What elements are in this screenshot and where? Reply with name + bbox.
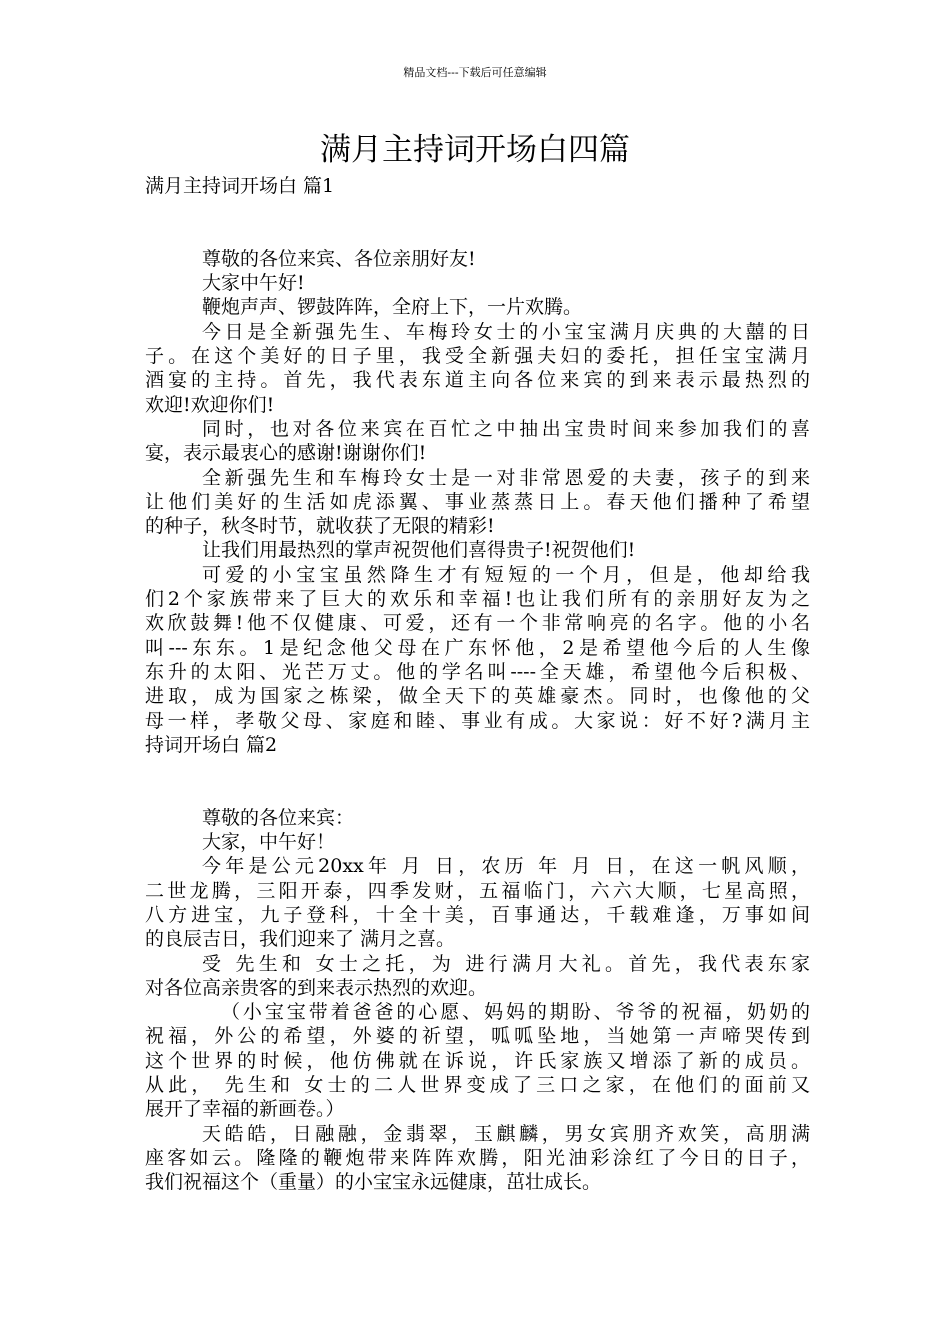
text-line: 酒宴的主持。首先，我代表东道主向各位来宾的到来表示最热烈的 <box>145 369 810 392</box>
text-line: （小宝宝带着爸爸的心愿、妈妈的期盼、爷爷的祝福，奶奶的 <box>221 1001 810 1024</box>
document-body <box>145 174 810 1194</box>
text-line: 们2个家族带来了巨大的欢乐和幸福!也让我们所有的亲朋好友为之 <box>145 588 810 611</box>
text-line: 二世龙腾，三阳开泰，四季发财，五福临门，六六大顺，七星高照， <box>145 879 810 902</box>
text-line: 尊敬的各位来宾、各位亲朋好友! <box>202 247 476 270</box>
text-line: 同时，也对各位来宾在百忙之中抽出宝贵时间来参加我们的喜 <box>202 417 810 440</box>
text-line: 展开了幸福的新画卷。） <box>145 1098 345 1121</box>
blank-line <box>145 198 810 222</box>
text-line: 子。在这个美好的日子里，我受全新强夫妇的委托，担任宝宝满月 <box>145 345 810 368</box>
text-line: 对各位高亲贵客的到来表示热烈的欢迎。 <box>145 976 488 999</box>
text-line: 持词开场白 篇2 <box>145 733 278 756</box>
text-line: 欢迎!欢迎你们! <box>145 393 275 416</box>
text-line: 全新强先生和车梅玲女士是一对非常恩爱的夫妻，孩子的到来 <box>202 466 810 489</box>
text-line: 尊敬的各位来宾： <box>202 806 355 829</box>
blank-line <box>145 757 810 781</box>
text-line: 今年是公元20xx年 月 日，农历 年 月 日，在这一帆风顺， <box>202 855 810 878</box>
text-line: 祝福，外公的希望，外婆的祈望，呱呱坠地，当她第一声啼哭传到 <box>145 1025 810 1048</box>
text-line: 的种子，秋冬时节，就收获了无限的精彩! <box>145 515 495 538</box>
text-line: 可爱的小宝宝虽然降生才有短短的一个月，但是，他却给我 <box>202 563 810 586</box>
text-line: 从此， 先生和 女士的二人世界变成了三口之家，在他们的面前又 <box>145 1073 810 1096</box>
text-line: 宴，表示最衷心的感谢!谢谢你们! <box>145 442 427 465</box>
text-line: 今日是全新强先生、车梅玲女士的小宝宝满月庆典的大囍的日 <box>202 320 810 343</box>
text-line: 这个世界的时候，他仿佛就在诉说，许氏家族又增添了新的成员。 <box>145 1049 810 1072</box>
text-line: 进取，成为国家之栋梁，做全天下的英雄豪杰。同时，也像他的父 <box>145 685 810 708</box>
text-line: 八方进宝，九子登科，十全十美，百事通达，千载难逢，万事如间 <box>145 903 810 926</box>
text-line: 欢欣鼓舞!他不仅健康、可爱，还有一个非常响亮的名字。他的小名 <box>145 612 810 635</box>
blank-line <box>145 781 810 805</box>
text-line: 大家，中午好！ <box>202 831 336 854</box>
header-note: 精品文档---下载后可任意编辑 <box>403 66 547 79</box>
text-line: 东升的太阳、光芒万丈。他的学名叫----全天雄，希望他今后积极、 <box>145 660 810 683</box>
text-line: 的良辰吉日，我们迎来了 满月之喜。 <box>145 928 456 951</box>
text-line: 天皓皓，日融融，金翡翠，玉麒麟，男女宾朋齐欢笑，高朋满 <box>202 1122 810 1145</box>
text-line: 座客如云。隆隆的鞭炮带来阵阵欢腾，阳光油彩涂红了今日的日子， <box>145 1146 810 1169</box>
text-line: 母一样，孝敬父母、家庭和睦、事业有成。大家说：好不好?满月主 <box>145 709 810 732</box>
text-line: 大家中午好! <box>202 272 305 295</box>
blank-line <box>145 223 810 247</box>
text-line: 让他们美好的生活如虎添翼、事业蒸蒸日上。春天他们播种了希望 <box>145 490 810 513</box>
document-title: 满月主持词开场白四篇 <box>320 132 630 168</box>
text-line: 满月主持词开场白 篇1 <box>145 175 335 197</box>
text-line: 让我们用最热烈的掌声祝贺他们喜得贵子!祝贺他们! <box>202 539 636 562</box>
text-line: 受 先生和 女士之托，为 进行满月大礼。首先，我代表东家 <box>202 952 810 975</box>
text-line: 鞭炮声声、锣鼓阵阵，全府上下，一片欢腾。 <box>202 296 583 319</box>
text-line: 叫---东东。1是纪念他父母在广东怀他，2是希望他今后的人生像 <box>145 636 810 659</box>
text-line: 我们祝福这个（重量）的小宝宝永远健康，茁壮成长。 <box>145 1171 602 1194</box>
